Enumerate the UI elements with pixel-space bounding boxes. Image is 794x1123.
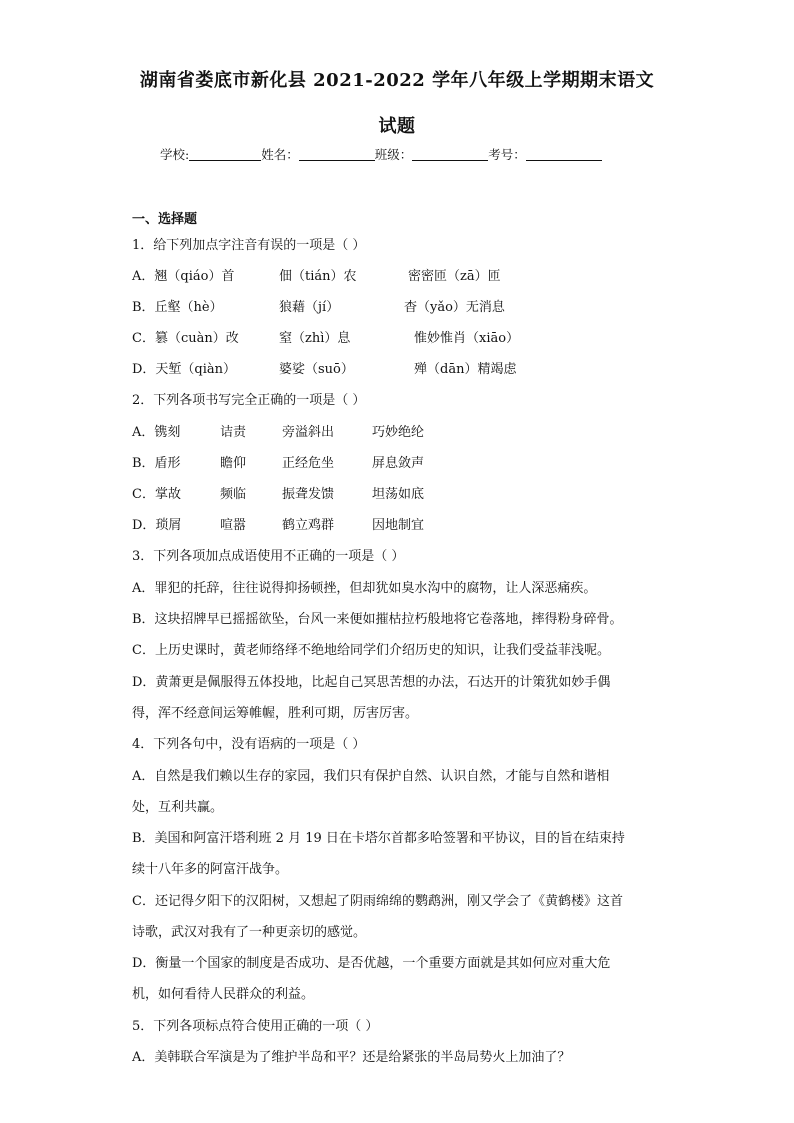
q4-option-a-line1: A．自然是我们赖以生存的家园，我们只有保护自然、认识自然，才能与自然和谐相 bbox=[132, 769, 610, 784]
student-info-line bbox=[160, 145, 640, 163]
q1-a-item3: 密密匝（zā）匝 bbox=[408, 269, 501, 284]
q1-c-item1: C．篡（cuàn）改 bbox=[132, 331, 239, 346]
q4-option-a-line2: 处，互利共赢。 bbox=[132, 800, 224, 815]
name-label: 姓名： bbox=[261, 147, 299, 162]
q2-b-item1: B．盾形 bbox=[132, 456, 181, 471]
q3-option-d-line1: D．黄萧更是佩服得五体投地，比起自己冥思苦想的办法，石达开的计策犹如妙手偶 bbox=[132, 675, 611, 690]
question-4-stem: 4．下列各句中，没有语病的一项是（ ） bbox=[132, 737, 366, 752]
q2-d-item3: 鹤立鸡群 bbox=[282, 518, 335, 533]
class-label: 班级： bbox=[374, 147, 413, 162]
q2-b-item4: 屏息敛声 bbox=[372, 456, 425, 471]
q3-option-c: C．上历史课时，黄老师络绎不绝地给同学们介绍历史的知识，让我们受益菲浅呢。 bbox=[132, 643, 610, 658]
q1-a-item1: A．翘（qiáo）首 bbox=[132, 269, 235, 284]
q2-d-item2: 喧嚣 bbox=[220, 518, 247, 533]
q2-c-item2: 频临 bbox=[220, 487, 247, 502]
q4-option-d-line1: D．衡量一个国家的制度是否成功、是否优越，一个重要方面就是其如何应对重大危 bbox=[132, 956, 611, 971]
q3-option-d-line2: 得，浑不经意间运筹帷幄，胜利可期，厉害厉害。 bbox=[132, 706, 419, 721]
q2-c-item4: 坦荡如底 bbox=[372, 487, 425, 502]
q2-d-item1: D．琐屑 bbox=[132, 518, 182, 533]
q2-d-item4: 因地制宜 bbox=[372, 518, 425, 533]
name-blank bbox=[299, 147, 375, 161]
q2-b-item2: 瞻仰 bbox=[220, 456, 247, 471]
question-5-stem: 5．下列各项标点符合使用正确的一项（ ） bbox=[132, 1019, 379, 1034]
question-3-stem: 3．下列各项加点成语使用不正确的一项是（ ） bbox=[132, 549, 405, 564]
q5-option-a: A．美韩联合军演是为了维护半岛和平？还是给紧张的半岛局势火上加油了？ bbox=[132, 1050, 571, 1065]
q4-option-c-line2: 诗歌，武汉对我有了一种更亲切的感觉。 bbox=[132, 925, 367, 940]
school-blank bbox=[189, 147, 261, 161]
question-1-stem: 1．给下列加点字注音有误的一项是（ ） bbox=[132, 238, 366, 253]
q1-c-item3: 惟妙惟肖（xiāo） bbox=[414, 331, 520, 346]
q2-a-item2: 诘责 bbox=[220, 425, 247, 440]
q4-option-b-line2: 续十八年多的阿富汗战争。 bbox=[132, 862, 289, 877]
q1-b-item2: 狼藉（jí） bbox=[279, 300, 340, 315]
q4-option-d-line2: 机，如何看待人民群众的利益。 bbox=[132, 987, 315, 1002]
q1-d-item1: D．天堑（qiàn） bbox=[132, 362, 237, 377]
exam-no-blank bbox=[526, 147, 602, 161]
q1-c-item2: 窒（zhì）息 bbox=[279, 331, 351, 346]
q1-a-item2: 佃（tián）农 bbox=[279, 269, 357, 284]
q3-option-b: B．这块招牌早已摇摇欲坠，台风一来便如摧枯拉朽般地将它卷落地，摔得粉身碎骨。 bbox=[132, 612, 623, 627]
exam-no-label: 考号： bbox=[488, 147, 526, 162]
q2-c-item3: 振聋发馈 bbox=[282, 487, 335, 502]
q2-a-item4: 巧妙绝纶 bbox=[372, 425, 425, 440]
question-2-stem: 2．下列各项书写完全正确的一项是（ ） bbox=[132, 393, 366, 408]
section-heading: 一、选择题 bbox=[132, 212, 198, 227]
q2-b-item3: 正经危坐 bbox=[282, 456, 335, 471]
q4-option-b-line1: B．美国和阿富汗塔利班 2 月 19 日在卡塔尔首都多哈签署和平协议，目的旨在结束持 bbox=[132, 831, 625, 846]
q1-d-item2: 婆娑（suō） bbox=[279, 362, 354, 377]
q2-c-item1: C．掌故 bbox=[132, 487, 181, 502]
q2-a-item1: A．镌刻 bbox=[132, 425, 181, 440]
exam-title-line1: 湖南省娄底市新化县 2021-2022 学年八年级上学期期末语文 bbox=[139, 70, 655, 91]
q1-b-item1: B．丘壑（hè） bbox=[132, 300, 223, 315]
q3-option-a: A．罪犯的托辞，往往说得抑扬顿挫，但却犹如臭水沟中的腐物，让人深恶痛疾。 bbox=[132, 581, 597, 596]
q2-a-item3: 旁溢斜出 bbox=[282, 425, 335, 440]
q1-d-item3: 殚（dān）精竭虑 bbox=[414, 362, 517, 377]
q4-option-c-line1: C．还记得夕阳下的汉阳树，又想起了阴雨绵绵的鹦鹉洲，刚又学会了《黄鹤楼》这首 bbox=[132, 894, 623, 909]
q1-b-item3: 杳（yǎo）无消息 bbox=[404, 300, 505, 315]
class-blank bbox=[412, 147, 488, 161]
exam-title-line2: 试题 bbox=[378, 116, 416, 137]
school-label: 学校: bbox=[160, 147, 190, 162]
